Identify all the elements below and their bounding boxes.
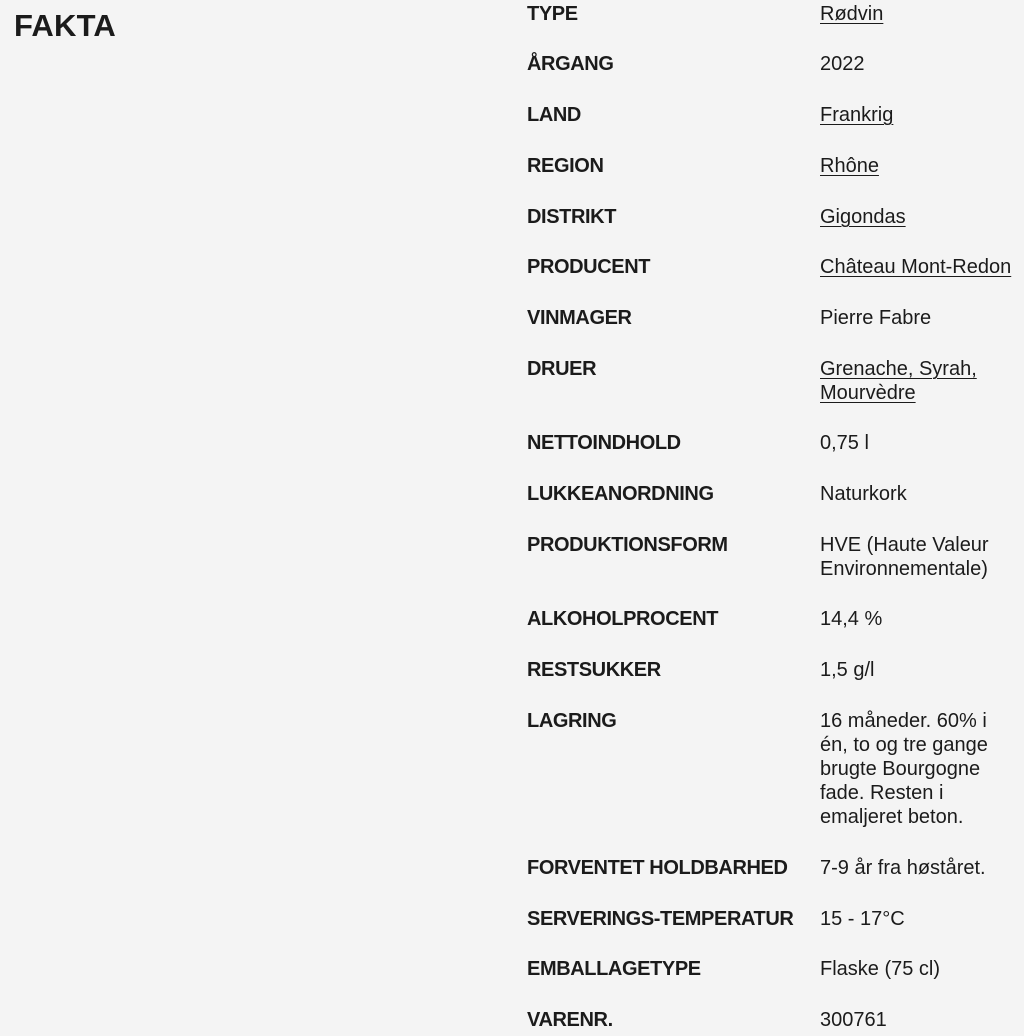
- fact-value: [820, 255, 1020, 279]
- fact-value-text: fade. Resten i: [820, 782, 944, 804]
- fact-label: EMBALLAGETYPE: [527, 958, 701, 980]
- fact-label: ÅRGANG: [527, 53, 614, 75]
- fact-value: [820, 957, 1020, 981]
- fact-value-text: 16 måneder. 60% i: [820, 710, 987, 732]
- fact-label: VINMAGER: [527, 307, 632, 329]
- fact-label: LAND: [527, 104, 581, 126]
- fact-value: [820, 103, 1020, 127]
- fact-value-link[interactable]: Grenache, Syrah,: [820, 358, 977, 380]
- fact-label: SERVERINGS-TEMPERATUR: [527, 908, 794, 930]
- fact-value: [820, 533, 1020, 581]
- fact-value-text: 15 - 17°C: [820, 908, 905, 930]
- fact-label: NETTOINDHOLD: [527, 432, 681, 454]
- fact-value: [820, 907, 1020, 931]
- fact-value-link[interactable]: Rødvin: [820, 3, 884, 25]
- fact-value: [820, 205, 1020, 229]
- fact-label: LUKKEANORDNING: [527, 483, 714, 505]
- fact-value-link[interactable]: Château Mont-Redon: [820, 256, 1012, 278]
- fact-value-link[interactable]: Gigondas: [820, 206, 906, 228]
- fact-value-text: HVE (Haute Valeur: [820, 534, 989, 556]
- section-heading: FAKTA: [14, 8, 117, 43]
- fact-value-text: brugte Bourgogne: [820, 758, 981, 780]
- fact-value-link[interactable]: Frankrig: [820, 104, 894, 126]
- fact-label: LAGRING: [527, 710, 617, 732]
- fact-value: [820, 1008, 1020, 1032]
- fact-value-text: Environnementale): [820, 558, 988, 580]
- fact-label: PRODUCENT: [527, 256, 651, 278]
- fact-value: [820, 357, 1020, 405]
- fact-value-link[interactable]: Mourvèdre: [820, 382, 916, 404]
- fact-value: [820, 306, 1020, 330]
- fact-value-text: én, to og tre gange: [820, 734, 988, 756]
- fact-label: VARENR.: [527, 1009, 613, 1031]
- fact-value: [820, 607, 1020, 631]
- fact-value: [820, 856, 1020, 880]
- fact-value-text: 300761: [820, 1009, 887, 1031]
- fact-value: [820, 658, 1020, 682]
- fact-value-text: Pierre Fabre: [820, 307, 932, 329]
- fact-value: [820, 431, 1020, 455]
- fact-value-link[interactable]: Rhône: [820, 155, 879, 177]
- fact-value-text: Naturkork: [820, 483, 907, 505]
- fact-value-text: 14,4 %: [820, 608, 883, 630]
- fact-label: REGION: [527, 155, 604, 177]
- fact-value-text: 0,75 l: [820, 432, 869, 454]
- fact-value-text: emaljeret beton.: [820, 806, 964, 828]
- fact-value-text: Flaske (75 cl): [820, 958, 941, 980]
- fact-value: [820, 154, 1020, 178]
- fact-label: TYPE: [527, 3, 578, 25]
- fact-label: RESTSUKKER: [527, 659, 661, 681]
- fact-value-text: 2022: [820, 53, 865, 75]
- fact-value-text: 1,5 g/l: [820, 659, 875, 681]
- fact-value-text: 7-9 år fra høståret.: [820, 857, 986, 879]
- fact-value: [820, 52, 1020, 76]
- fact-label: PRODUKTIONSFORM: [527, 534, 728, 556]
- fact-label: FORVENTET HOLDBARHED: [527, 857, 788, 879]
- fact-value: [820, 709, 1020, 829]
- fact-label: ALKOHOLPROCENT: [527, 608, 719, 630]
- fact-label: DRUER: [527, 358, 597, 380]
- fact-value: [820, 2, 1020, 26]
- fact-value: [820, 482, 1020, 506]
- fact-label: DISTRIKT: [527, 206, 617, 228]
